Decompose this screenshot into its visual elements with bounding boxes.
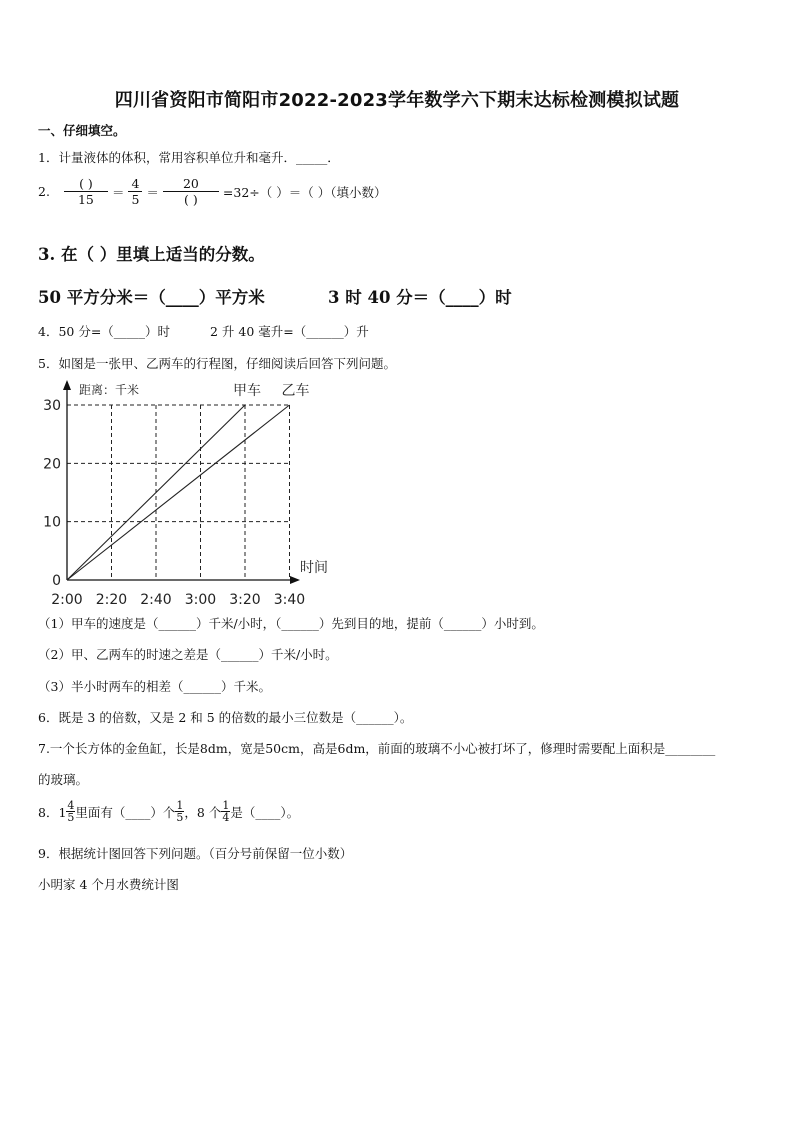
- question-5-sub-1: （1）甲车的速度是（______）千米/小时，（______）先到目的地，提前（______）小时到。: [38, 616, 544, 631]
- question-2: [38, 176, 386, 207]
- series-label-1: 甲车: [233, 383, 261, 399]
- question-9: 9．根据统计图回答下列问题。（百分号前保留一位小数）: [38, 846, 353, 861]
- fraction-1-numerator: ( ): [64, 176, 108, 192]
- question-6: 6．既是 3 的倍数，又是 2 和 5 的倍数的最小三位数是（______）。: [38, 710, 413, 725]
- x-tick-label-0: 2:00: [51, 592, 83, 608]
- question-8: [38, 800, 299, 823]
- x-tick-label-4: 3:20: [229, 592, 261, 608]
- fraction-one-fifth-numerator: 1: [176, 799, 184, 812]
- page-title: 四川省资阳市简阳市2022-2023学年数学六下期末达标检测模拟试题: [114, 90, 680, 111]
- travel-line-chart: [30, 372, 350, 612]
- question-4-part-a: 4．50 分=（_____）时: [38, 324, 171, 339]
- fraction-one-fifth-denominator: 5: [176, 811, 184, 824]
- section-heading: 一、仔细填空。: [38, 123, 126, 138]
- question-8-mid-2: ，8 个: [184, 804, 222, 820]
- fraction-one-quarter-numerator: 1: [222, 799, 230, 812]
- y-axis-title: 距离：千米: [79, 383, 140, 397]
- question-7-line-1: 7.一个长方体的金鱼缸，长是8dm，宽是50cm，高是6dm，前面的玻璃不小心被打坏了，修理时需要配上面积是________: [38, 741, 716, 756]
- question-2-number: 2.: [38, 184, 50, 199]
- x-tick-label-5: 3:40: [273, 592, 306, 608]
- question-2-tail: =32÷（ ）＝（ ）（填小数）: [222, 184, 387, 200]
- chart-labels: [43, 382, 328, 608]
- fraction-2-denominator: 5: [131, 192, 140, 207]
- question-5: 5．如图是一张甲、乙两车的行程图，仔细阅读后回答下列问题。: [38, 356, 396, 371]
- fraction-one-fifth: [175, 800, 184, 823]
- question-4-part-b: 2 升 40 毫升=（______）升: [210, 324, 369, 339]
- mixed-fraction-denominator: 5: [67, 811, 75, 824]
- x-axis-title: 时间: [300, 560, 328, 576]
- question-5-sub-3: （3）半小时两车的相差（______）千米。: [38, 679, 271, 694]
- y-tick-label-0: 0: [52, 573, 61, 589]
- x-tick-label-3: 3:00: [184, 592, 217, 608]
- mixed-fraction-numerator: 4: [67, 799, 75, 812]
- mixed-fraction: [66, 800, 75, 823]
- fraction-3-denominator: ( ): [184, 192, 198, 207]
- equals-sign: ＝: [146, 184, 159, 200]
- y-tick-label-10: 10: [43, 514, 61, 531]
- question-8-tail: 是（____）。: [230, 804, 300, 820]
- question-1: 1．计量液体的体积，常用容积单位升和毫升．_____．: [38, 150, 340, 165]
- equals-sign: ＝: [111, 184, 125, 200]
- chart-axes: [63, 380, 300, 584]
- question-3-part-a: 50 平方分米＝（____）平方米: [38, 288, 265, 307]
- x-tick-label-1: 2:20: [95, 592, 128, 608]
- fraction-3-numerator: 20: [163, 176, 219, 192]
- fraction-2-numerator: 4: [128, 176, 142, 192]
- fraction-3: [163, 176, 219, 207]
- fraction-2: [128, 176, 142, 207]
- question-8-prefix: 8．1: [38, 804, 67, 820]
- question-7-line-2: 的玻璃。: [38, 772, 89, 787]
- fraction-1: [64, 176, 108, 207]
- question-8-mid-1: 里面有（____）个: [75, 804, 176, 820]
- chart-series: [67, 405, 290, 580]
- x-axis-arrow: [290, 576, 300, 584]
- question-3: 3. 在（ ）里填上适当的分数。: [38, 245, 265, 264]
- fraction-one-quarter-denominator: 4: [222, 811, 230, 824]
- fraction-one-quarter: [221, 800, 230, 823]
- fraction-1-denominator: 15: [77, 192, 94, 207]
- series-line-2: [67, 405, 290, 580]
- y-tick-label-20: 20: [43, 456, 61, 473]
- y-tick-label-30: 30: [43, 398, 61, 414]
- question-5-sub-2: （2）甲、乙两车的时速之差是（______）千米/小时。: [38, 647, 338, 662]
- question-3-part-b: 3 时 40 分＝（____）时: [328, 288, 512, 307]
- series-label-2: 乙车: [281, 383, 310, 399]
- x-tick-label-2: 2:40: [140, 592, 172, 608]
- chart-caption: 小明家 4 个月水费统计图: [38, 877, 179, 892]
- y-axis-arrow: [63, 380, 71, 390]
